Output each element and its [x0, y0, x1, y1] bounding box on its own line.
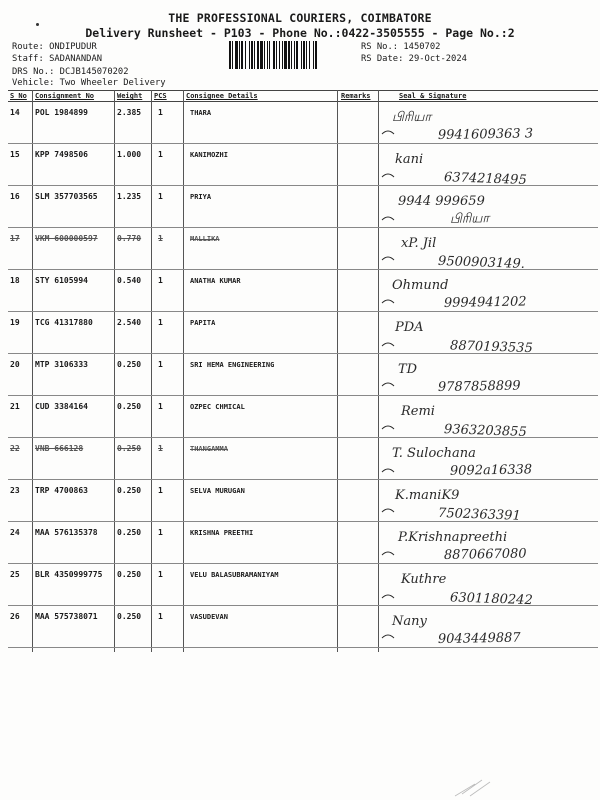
row-pcs: 1 — [158, 612, 163, 621]
col-header-remarks: Remarks — [341, 92, 371, 100]
row-consignee: SRI HEMA ENGINEERING — [190, 361, 275, 369]
row-sno: 24 — [10, 528, 20, 537]
row-consignee: PAPITA — [190, 319, 216, 327]
row-pcs: 1 — [158, 192, 163, 201]
signature-name: Ohmund — [392, 278, 449, 293]
row-sno: 25 — [10, 570, 20, 579]
row-consignment-no: MTP 3106333 — [35, 360, 88, 369]
row-consignment-no: CUD 3384164 — [35, 402, 88, 411]
row-consignee: MALLIKA — [190, 235, 220, 243]
row-weight: 0.250 — [117, 570, 142, 579]
row-consignment-no: BLR 4350999775 — [35, 570, 103, 579]
signature-phone: பிரியா — [449, 211, 490, 227]
row-consignment-no: TRP 4700863 — [35, 486, 88, 495]
signature-phone: 9363203855 — [443, 422, 527, 440]
col-header-pcs: PCS — [154, 92, 167, 100]
row-weight: 0.250 — [117, 528, 142, 537]
row-sno: 21 — [10, 402, 20, 411]
signature-phone: 9941609363 3 — [437, 126, 534, 144]
signature-name: kani — [395, 152, 424, 167]
row-pcs: 1 — [158, 486, 163, 495]
row-sno: 18 — [10, 276, 20, 285]
signature-name: PDA — [395, 320, 424, 335]
signature-handwriting — [378, 608, 600, 654]
signature-handwriting — [378, 230, 600, 276]
row-sno: 14 — [10, 108, 20, 117]
signature-handwriting — [378, 146, 600, 192]
signature-name: TD — [398, 362, 418, 377]
vehicle-label: Vehicle: Two Wheeler Delivery — [12, 78, 166, 88]
row-sno: 26 — [10, 612, 20, 621]
rs-date: RS Date: 29-Oct-2024 — [361, 54, 467, 64]
row-consignment-no: STY 6105994 — [35, 276, 88, 285]
row-weight: 0.250 — [117, 360, 142, 369]
row-pcs: 1 — [158, 276, 163, 285]
row-sno: 16 — [10, 192, 20, 201]
row-consignment-no: KPP 7498506 — [35, 150, 88, 159]
signature-name: Nany — [392, 614, 427, 629]
signature-name: xP. Jil — [401, 236, 437, 251]
row-pcs: 1 — [158, 108, 163, 117]
row-sno: 15 — [10, 150, 20, 159]
signature-name: 9944 999659 — [398, 194, 485, 209]
signature-handwriting — [378, 566, 600, 612]
row-sno: 20 — [10, 360, 20, 369]
rs-number: RS No.: 1450702 — [361, 42, 441, 52]
staff-label: Staff: SADANANDAN — [12, 54, 103, 64]
signature-phone: 9994941202 — [443, 294, 527, 311]
signature-handwriting — [378, 104, 600, 150]
row-consignment-no: SLM 357703565 — [35, 192, 98, 201]
signature-handwriting — [378, 314, 600, 360]
row-consignee: KRISHNA PREETHI — [190, 529, 254, 537]
row-consignee: PRIYA — [190, 193, 212, 201]
signature-handwriting — [378, 524, 600, 570]
drs-number: DRS No.: DCJB145070202 — [12, 67, 129, 77]
col-header-sno: S No — [10, 92, 27, 100]
table-header-rule — [8, 101, 598, 102]
column-rule — [151, 90, 152, 652]
signature-name: Remi — [401, 404, 435, 419]
row-consignee: OZPEC CHMICAL — [190, 403, 245, 411]
row-weight: 0.250 — [117, 612, 142, 621]
row-weight: 0.250 — [117, 444, 142, 453]
signature-name: K.maniK9 — [395, 488, 460, 503]
column-rule — [32, 90, 33, 652]
signature-phone: 8870667080 — [443, 546, 527, 563]
row-weight: 0.250 — [117, 402, 142, 411]
row-consignee: SELVA MURUGAN — [190, 487, 245, 495]
row-consignment-no: POL 1984899 — [35, 108, 88, 117]
row-weight: 1.000 — [117, 150, 142, 159]
row-consignment-no: VKM 600000597 — [35, 234, 98, 243]
signature-name: T. Sulochana — [392, 446, 476, 461]
signature-phone: 9092a16338 — [449, 462, 533, 479]
signature-handwriting — [378, 356, 600, 402]
row-pcs: 1 — [158, 402, 163, 411]
column-rule — [337, 90, 338, 652]
row-consignment-no: MAA 575738071 — [35, 612, 98, 621]
signature-phone: 8870193535 — [449, 338, 533, 357]
runsheet-subtitle: Delivery Runsheet - P103 - Phone No.:0422-3505555 - Page No.:2 — [85, 26, 515, 40]
signature-handwriting — [378, 482, 600, 528]
row-pcs: 1 — [158, 318, 163, 327]
signature-phone: 6301180242 — [449, 590, 533, 609]
row-sno: 19 — [10, 318, 20, 327]
row-weight: 1.235 — [117, 192, 142, 201]
company-title: THE PROFESSIONAL COURIERS, COIMBATORE — [168, 11, 432, 25]
row-consignee: VASUDEVAN — [190, 613, 228, 621]
row-weight: 2.385 — [117, 108, 142, 117]
row-weight: 0.540 — [117, 276, 142, 285]
row-consignee: VELU BALASUBRAMANIYAM — [190, 571, 279, 579]
col-header-consignee: Consignee Details — [186, 92, 258, 100]
col-header-consignment: Consignment No — [35, 92, 95, 100]
column-rule — [183, 90, 184, 652]
signature-phone: 9787858899 — [437, 378, 521, 396]
row-sno: 22 — [10, 444, 20, 453]
row-sno: 23 — [10, 486, 20, 495]
signature-name: பிரியா — [392, 110, 432, 125]
row-consignment-no: MAA 576135378 — [35, 528, 98, 537]
table-top-rule — [8, 90, 598, 91]
row-consignment-no: VNB 666128 — [35, 444, 84, 453]
row-pcs: 1 — [158, 234, 163, 243]
row-consignment-no: TCG 41317880 — [35, 318, 93, 327]
row-pcs: 1 — [158, 444, 163, 453]
row-pcs: 1 — [158, 150, 163, 159]
row-weight: 0.770 — [117, 234, 142, 243]
row-consignee: THARA — [190, 109, 212, 117]
signature-phone: 7502363391 — [437, 505, 521, 524]
route-label: Route: ONDIPUDUR — [12, 42, 97, 52]
signature-handwriting — [378, 188, 600, 234]
row-pcs: 1 — [158, 528, 163, 537]
column-rule — [114, 90, 115, 652]
row-consignee: KANIMOZHI — [190, 151, 228, 159]
signature-phone: 6374218495 — [443, 170, 527, 188]
signature-handwriting — [378, 440, 600, 486]
signature-phone: 9500903149. — [437, 253, 526, 272]
col-header-weight: Weight — [117, 92, 143, 100]
signature-name: P.Krishnapreethi — [398, 530, 508, 545]
pen-scratch — [450, 776, 510, 798]
row-weight: 0.250 — [117, 486, 142, 495]
signature-handwriting — [378, 398, 600, 444]
row-consignee: ANATHA KUMAR — [190, 277, 241, 285]
row-weight: 2.540 — [117, 318, 142, 327]
row-consignee: THANGAMMA — [190, 445, 228, 453]
signature-name: Kuthre — [401, 572, 447, 587]
row-sno: 17 — [10, 234, 20, 243]
barcode-image — [229, 41, 357, 69]
row-pcs: 1 — [158, 570, 163, 579]
signature-handwriting — [378, 272, 600, 318]
row-pcs: 1 — [158, 360, 163, 369]
col-header-signature: Seal & Signature — [399, 92, 467, 100]
signature-phone: 9043449887 — [437, 630, 521, 648]
